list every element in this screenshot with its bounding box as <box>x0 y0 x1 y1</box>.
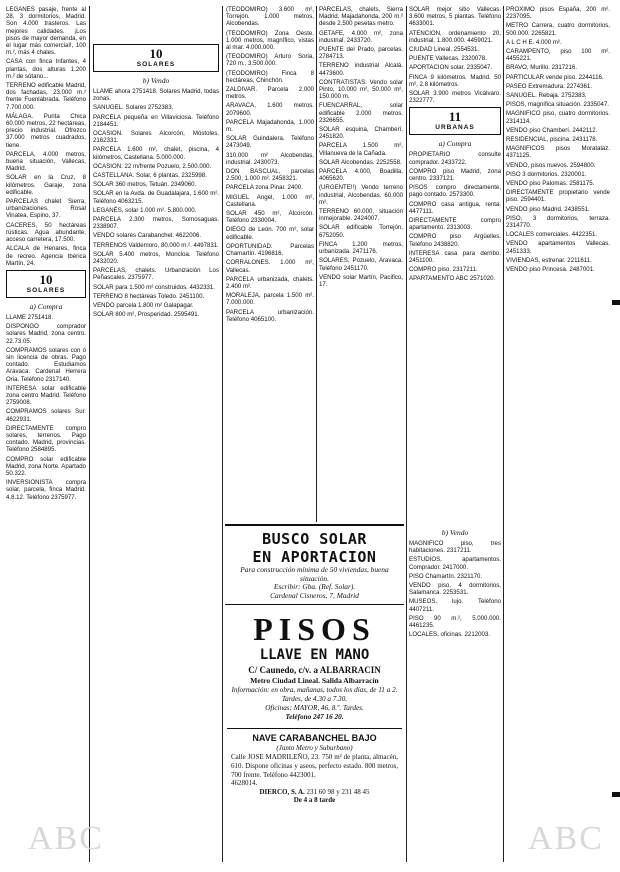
ad-text: MAGNIFICO piso, tres habitaciones. 2317211. <box>409 540 501 555</box>
pisos-info-1: Información: en obra, mañanas, todos los días, de 11 a 2. Tardes, de 4.30 a 7.30. <box>231 686 398 704</box>
busco-detail-2: Escribir: Gba. (Ref. Solar). <box>273 582 356 592</box>
ad-text: PROXIMO pisos España, 200 m². 2237095. <box>506 6 610 21</box>
column-rule <box>222 6 223 862</box>
abc-watermark-left: ABC <box>28 820 104 857</box>
ad-text: TERRENO 8 hectáreas Toledo. 2451100. <box>93 292 205 300</box>
ad-text: OPORTUNIDAD. Parcelas Chamartín. 4196816. <box>226 242 314 258</box>
section-label: SOLARES <box>26 286 66 294</box>
ad-text: SOLAR edificable Torrejón. 6752050. <box>319 224 403 239</box>
nave-body: Calle JOSE MADRILEÑO, 23. 750 m² de planta, almacén, 610. Dispone oficinas y aseos, perfecto estado. 800 metros, 700 frente. Teléfono 4423001. <box>231 753 398 779</box>
column-rule <box>406 6 407 862</box>
ad-text: DISPONGO comprador solares Madrid, zona centro. 22.73.05. <box>6 323 86 345</box>
ad-text: INTERESA solar edificable zona centro Madrid. Teléfono 2759008. <box>6 384 86 407</box>
ad-text: VENDO solar Martín, Pacifico, 17. <box>319 273 403 288</box>
ad-text: MAGNIFICOS pisos Moratalaz. 4371125. <box>506 145 610 160</box>
display-ads <box>225 524 404 864</box>
ad-text: PARCELA zona Pinar. 2400. <box>226 184 303 192</box>
ad-text: PARCELA Majadahonda, 1.000 m. <box>226 118 314 134</box>
ad-text: PISOS compro directamente, pago contado. 2573300. <box>409 184 501 199</box>
ad-text: ATENCION, ordenamiento 20, industrial. 1.800.000. 4459021. <box>409 29 501 44</box>
ad-text: PARCELA urbanizada, chalets. 2.400 m². <box>226 275 314 290</box>
nave-company: DIERCO, S. A. <box>259 787 305 796</box>
ad-text: PARCELA 1.600 m², chalet, piscina, 4 kilómetros, Castellana. 5.000.000. <box>93 146 219 161</box>
section-header-solares <box>93 44 219 72</box>
ad-text: FINCA 1.200 metros, urbanizada. 2471176. <box>319 240 403 256</box>
pisos-ad <box>225 604 404 722</box>
ad-text: PARCELA pequeña en Villaviciosa. Teléfono 2184451. <box>93 113 219 128</box>
busco-line-1: BUSCO SOLAR <box>262 530 367 548</box>
ad-text: VENDO, pisos nuevos. 2594800. <box>506 161 596 169</box>
ad-text: PUENTE Vallecas. 2320078. <box>409 55 487 63</box>
ad-text: PARCELA 1.500 m², Villanueva de la Cañada. <box>319 142 403 157</box>
ad-text: MAGNIFICO piso, cuatro dormitorios. 2314114. <box>506 110 610 125</box>
section-label: SOLARES <box>136 61 176 68</box>
ad-text: SOLAR 800 m², Prosperidad. 2595491. <box>93 311 200 319</box>
ad-text: GETAFE, 4.000 m², zona industrial. 2433720. <box>319 29 403 44</box>
ad-text: INTERESA casa para derribo. 2451100. <box>409 249 501 265</box>
section-header-urbanas <box>409 107 501 135</box>
ad-text: ALCALA de Henares, finca de recreo. Agencia Ibérica Martín, 24. <box>6 245 86 267</box>
ad-text: (TEODOMIRO) Finca 8 hectáreas, Chinchón. <box>226 69 314 84</box>
ad-text: OCASION. Solares Alcorcón, Móstoles. 2162331. <box>93 130 219 145</box>
ad-text: METRO Carrera, cuatro dormitorios, 500.000. 2265821. <box>506 22 610 37</box>
ad-text: ESTUDIOS, apartamentos. Comprador. 2417000. <box>409 556 501 571</box>
column-4 <box>319 6 403 522</box>
busco-solar-ad <box>225 530 404 600</box>
ad-text: SOLAR 3.900 metros Vicálvaro. 2322777. <box>409 90 501 105</box>
subsection-compra: a) Compra <box>29 301 63 311</box>
ad-text: CASTELLANA. Solar, 6 plantas. 2325998. <box>93 172 207 180</box>
ad-text: DIRECTAMENTE propietario vende piso. 2594401. <box>506 189 610 204</box>
ad-text: LOCALES, oficinas. 2212003. <box>409 631 490 639</box>
ad-text: PISO, 3 dormitorios, terraza. 2314770. <box>506 214 610 230</box>
ad-text: COMPRO solar edificable Madrid, zona Norte. Apartado 50.322. <box>6 455 86 477</box>
ad-text: SANUGEL. Solares 2752383. <box>93 104 174 112</box>
print-mark <box>612 792 620 797</box>
ad-text: MUSEOS, lujo. Teléfono 4407211. <box>409 598 501 613</box>
ad-text: PARCELA, 4.000 metros, buena situación, Vallecas, Madrid. <box>6 150 86 173</box>
ad-text: VENDO piso Chamberí. 2442112. <box>506 126 598 134</box>
ad-text: PARCELAS chalet Sierra, urbanizaciones. Rosal Vinatea, Espino, 37. <box>6 198 86 220</box>
ad-text: MÁLAGA. Punta Chica 60.000 metros, 22 hectáreas, precio industrial. Ofrezco 37.000 metros cuadrados, tiene. <box>6 112 86 149</box>
ad-text: SOLAR en la Cruz, 8 kilómetros. Garaje, zona edificable. <box>6 174 86 196</box>
column-1 <box>6 6 86 866</box>
ad-text: COMPRAMOS solares Sur. 4622931. <box>6 408 86 423</box>
column-2 <box>93 6 219 866</box>
ad-text: ZALDIVAR. Parcela 2.000 metros. <box>226 86 314 101</box>
pisos-address: C/ Caunedo, c/v. a ALBARRACIN <box>248 665 381 676</box>
ad-text: CORRALONES. 1.000 m², Vallecas. <box>226 259 314 274</box>
ad-text: SOLARES, Pozuelo, Aravaca. Teléfono 2451170. <box>319 257 403 272</box>
ad-text: COMPRO piso Madrid, zona centro. 2337121. <box>409 167 501 183</box>
ad-text: PISO 3 dormitorios. 2320001. <box>506 170 587 178</box>
column-5 <box>409 6 501 522</box>
ad-text: COMPRAMOS solares con ó sin licencia de obras. Pago contado. Estudiamos Aravaca. Cardenal Herrera Oria. Teléfono 2317140. <box>6 346 86 383</box>
section-number: 10 <box>39 271 53 287</box>
column-rule <box>503 6 504 862</box>
column-3 <box>226 6 314 522</box>
ad-text: PROPIETARIO consulte comprador. 2433722. <box>409 151 501 166</box>
ad-text: PARCELA urbanización. Teléfono 4065100. <box>226 308 314 323</box>
ad-text: CARAMPENTO, piso 100 m². 4455221. <box>506 48 610 63</box>
pisos-title: PISOS <box>253 611 376 648</box>
ad-text: LEGANÉS, solar 1.000 m². 5.800.000. <box>93 206 197 214</box>
ad-text: COMPRO casa antigua, renta. 4477111. <box>409 200 501 215</box>
ad-text: CIUDAD Lineal. 2554531. <box>409 46 480 54</box>
ad-text: LLAME ahora 2751418. Solares Madrid, todas zonas. <box>93 88 219 103</box>
ad-text: VENDO piso, 4 dormitorios, Salamanca. 2253531. <box>409 582 501 597</box>
ad-text: OCASION. 22 m/frente Pozuelo, 2.500.000. <box>93 162 212 170</box>
ad-text: SOLAR 360 metros, Tetuán. 2349060. <box>93 181 197 189</box>
ad-text: SOLAR 5.400 metros, Moncloa. Teléfono 2432020. <box>93 250 219 266</box>
ad-text: (TEODOMIRO) 3.600 m², Torrejón. 1.000 metros, Alcobendas. <box>226 6 314 28</box>
ad-text: TERRENO 60.000, situación inmejorable. 2424007. <box>319 208 403 223</box>
nave-footer <box>227 788 402 797</box>
ad-text: COMPRO piso. 2317211. <box>409 266 478 274</box>
ad-text: APORTACION solar. 2335047. <box>409 64 493 72</box>
ad-text: DIRECTAMENTE compro solares, terrenos. Pago contado. Madrid, provincias. Teléfono 2584895. <box>6 424 86 454</box>
ad-text: DON BASCUAL, parcelas 2.500, 1.000 m². 2458321. <box>226 168 314 183</box>
ad-text: (TEODOMIRO) Arturo Soria, 720 m., 3.500.000. <box>226 53 314 68</box>
busco-detail-1: Para construcción mínima de 50 viviendas, buena situación. <box>240 565 389 583</box>
ad-text: LEGANÉS pasaje, frente al 28, 3 dormitorios, Madrid. Son 4.000 trasteros. Las mejores calidades. ¡Los pisos de mayor demanda, en el lugar más comercial!, 100 m.², más 4 chales. <box>6 6 86 57</box>
ad-text: 310.000 m² Alcobendas, industrial. 2430073. <box>226 151 314 166</box>
ad-text: RESIDENCIAL, piscina. 2431178. <box>506 136 598 144</box>
busco-detail-3: Cardenal Cisneros, 7, Madrid <box>270 590 359 600</box>
pisos-info-3: Teléfono 247 16 20. <box>285 713 344 722</box>
ad-text: SOLAR esquina, Chamberí. 2451820. <box>319 126 403 141</box>
ad-text: MIGUEL Angel, 1.000 m², Castellana. <box>226 193 314 208</box>
ad-text: CASA con finca Infantes, 4 plantas, dos alturas 1.200 m.² de sótano... <box>6 58 86 80</box>
ad-text: PASEO Extremadura. 2274361. <box>506 82 592 90</box>
ad-text: SOLAR en la Avda. de Guadalajara, 1.600 m². Teléfono 4063215. <box>93 190 219 205</box>
ad-text: TERRENOS Valdemoro, 80.000 m.². 4497831. <box>93 241 219 249</box>
ad-text: (URGENTE!!) Vendo terreno industrial, Alcobendas. 60.000 m². <box>319 184 403 206</box>
ad-text: PISOS, magnífica situación. 2335047. <box>506 101 609 109</box>
ad-text: LOCALES comerciales. 4422351. <box>506 231 598 239</box>
ad-text: MORALEJA, parcela 1.500 m². 7.000.000. <box>226 292 314 307</box>
ad-text: SOLAR 450 m², Alcorcón. Teléfono 2330004. <box>226 210 314 225</box>
ad-text: FUENCARRAL, solar edificable 2.000 metros. 2326655. <box>319 102 403 124</box>
ad-text: VENDO parcela 1.800 m² Galapagar. <box>93 302 194 310</box>
ad-text: ARAVACA, 1.600 metros. 2079600. <box>226 102 314 117</box>
ad-text: VIVIENDAS, estrenar. 2211611. <box>506 256 592 264</box>
busco-line-2: EN APORTACION <box>252 548 377 566</box>
ad-text: PISO Chamartín. 2321170. <box>409 572 483 580</box>
column-rule <box>89 6 90 862</box>
subsection-vendo: b) Vendo <box>142 76 170 85</box>
ad-text: VENDO piso Princesa. 2487001. <box>506 266 595 274</box>
column-rule <box>316 6 317 522</box>
column-5-bottom <box>409 526 501 862</box>
ad-text: A L C H E. 4.000 m². <box>506 38 562 46</box>
ad-text: SOLAR para 1.500 m² construidos. 4432331. <box>93 283 215 291</box>
ad-text: PARCELAS, chalets. Urbanización Los Peñascales. 2375977. <box>93 267 219 282</box>
print-mark <box>612 300 620 305</box>
section-label: URBANAS <box>435 124 475 132</box>
ad-text: TERRENO edificable Madrid, dos fachadas, 23.000 m.² frente Fuenlabrada. Teléfono 7.700.000. <box>6 82 86 111</box>
ad-text: PARCELAS, chalets, Sierra Madrid. Majadahonda, 200 m.² desde 2.500 pesetas metro. <box>319 6 403 28</box>
ad-text: PUENTE del Prado, parcelas. 2784713. <box>319 46 403 61</box>
subsection-vendo: b) Vendo <box>441 528 469 537</box>
ad-text: SOLAR mejor sitio Vallecas. 3.600 metros, 5 plantas. Teléfono 4633001. <box>409 6 501 28</box>
ad-text: TERRENO industrial Alcalá. 4473600. <box>319 62 403 77</box>
ad-text: APARTAMENTO ABC 2571020. <box>409 275 496 283</box>
ad-text: LLAME 2751418. <box>6 313 54 321</box>
ad-text: (TEODOMIRO) Zona Oeste. 1.000 metros, magnífico, vistas al mar. 4.000.000. <box>226 29 314 52</box>
ad-text: SANUGEL. Rebaja. 2752383. <box>506 92 587 100</box>
column-6 <box>506 6 610 866</box>
abc-watermark-right: ABC <box>528 820 604 857</box>
ad-text: INVERSIONISTA compra solar, parcela, finca Madrid. 4.8.12. Teléfono 2375977. <box>6 479 86 501</box>
ad-text: DIRECTAMENTE compro apartamento. 2313003. <box>409 217 501 232</box>
ad-text: SOLAR Guindalera. Teléfono 2473049. <box>226 135 314 150</box>
nave-ad <box>225 728 404 805</box>
ad-text: PARTICULAR vende piso. 2244116. <box>506 73 604 81</box>
ad-text: PARCELA 4.000, Boadilla. 4065620. <box>319 168 403 183</box>
ad-text: PARCELA 2.300 metros, Somosaguas. 2338907. <box>93 216 219 231</box>
section-number: 10 <box>149 46 163 61</box>
nave-hours: De 4 a 8 tarde <box>293 796 336 805</box>
section-header-solares <box>6 270 86 298</box>
ad-text: FINCA 9 kilómetros. Madrid. 50 m², 2.8 kilómetros. <box>409 73 501 88</box>
section-number: 11 <box>448 109 462 125</box>
ad-text: VENDO apartamentos Vallecas. 2451333. <box>506 240 610 255</box>
nave-phone-1: 4628014. <box>231 779 258 788</box>
ad-text: DIEGO de León. 700 m², solar edificable. <box>226 226 314 241</box>
ad-text: CACERES, 50 hectáreas rústicas. Agua abundante, acceso carretera, 17.500. <box>6 221 86 244</box>
ad-text: CONTRATISTAS. Vendo solar Pinto, 10.000 m², 50.000 m², 150.000 m. <box>319 78 403 101</box>
ad-text: VENDO solares Carabanchel. 4622006. <box>93 232 202 240</box>
nave-title: NAVE CARABANCHEL BAJO <box>227 728 402 744</box>
subsection-compra: a) Compra <box>438 139 472 149</box>
ad-text: PISO 90 m.², 5.000.000. 4461235. <box>409 614 501 630</box>
ad-text: COMPRO piso Argüelles. Teléfono 2438820. <box>409 233 501 248</box>
nave-phones: 231 60 98 y 231 48 45 <box>306 787 370 796</box>
pisos-metro: Metro Ciudad Lineal. Salida Albarracín <box>250 676 379 686</box>
pisos-llave: LLAVE EN MANO <box>259 647 370 664</box>
ad-text: BRAVO, Murillo. 2317216. <box>506 64 578 72</box>
pisos-info-2: Oficinas: MAYOR, 46, 8.º. Tardes. <box>265 704 364 713</box>
ad-text: VENDO piso Madrid. 2438551. <box>506 205 590 213</box>
nave-subtitle: (Junto Metro y Suburbano) <box>276 744 353 753</box>
ad-text: VENDO piso Palomas. 2581175. <box>506 180 595 188</box>
ad-text: SOLAR Alcobendas. 2252558. <box>319 158 402 166</box>
